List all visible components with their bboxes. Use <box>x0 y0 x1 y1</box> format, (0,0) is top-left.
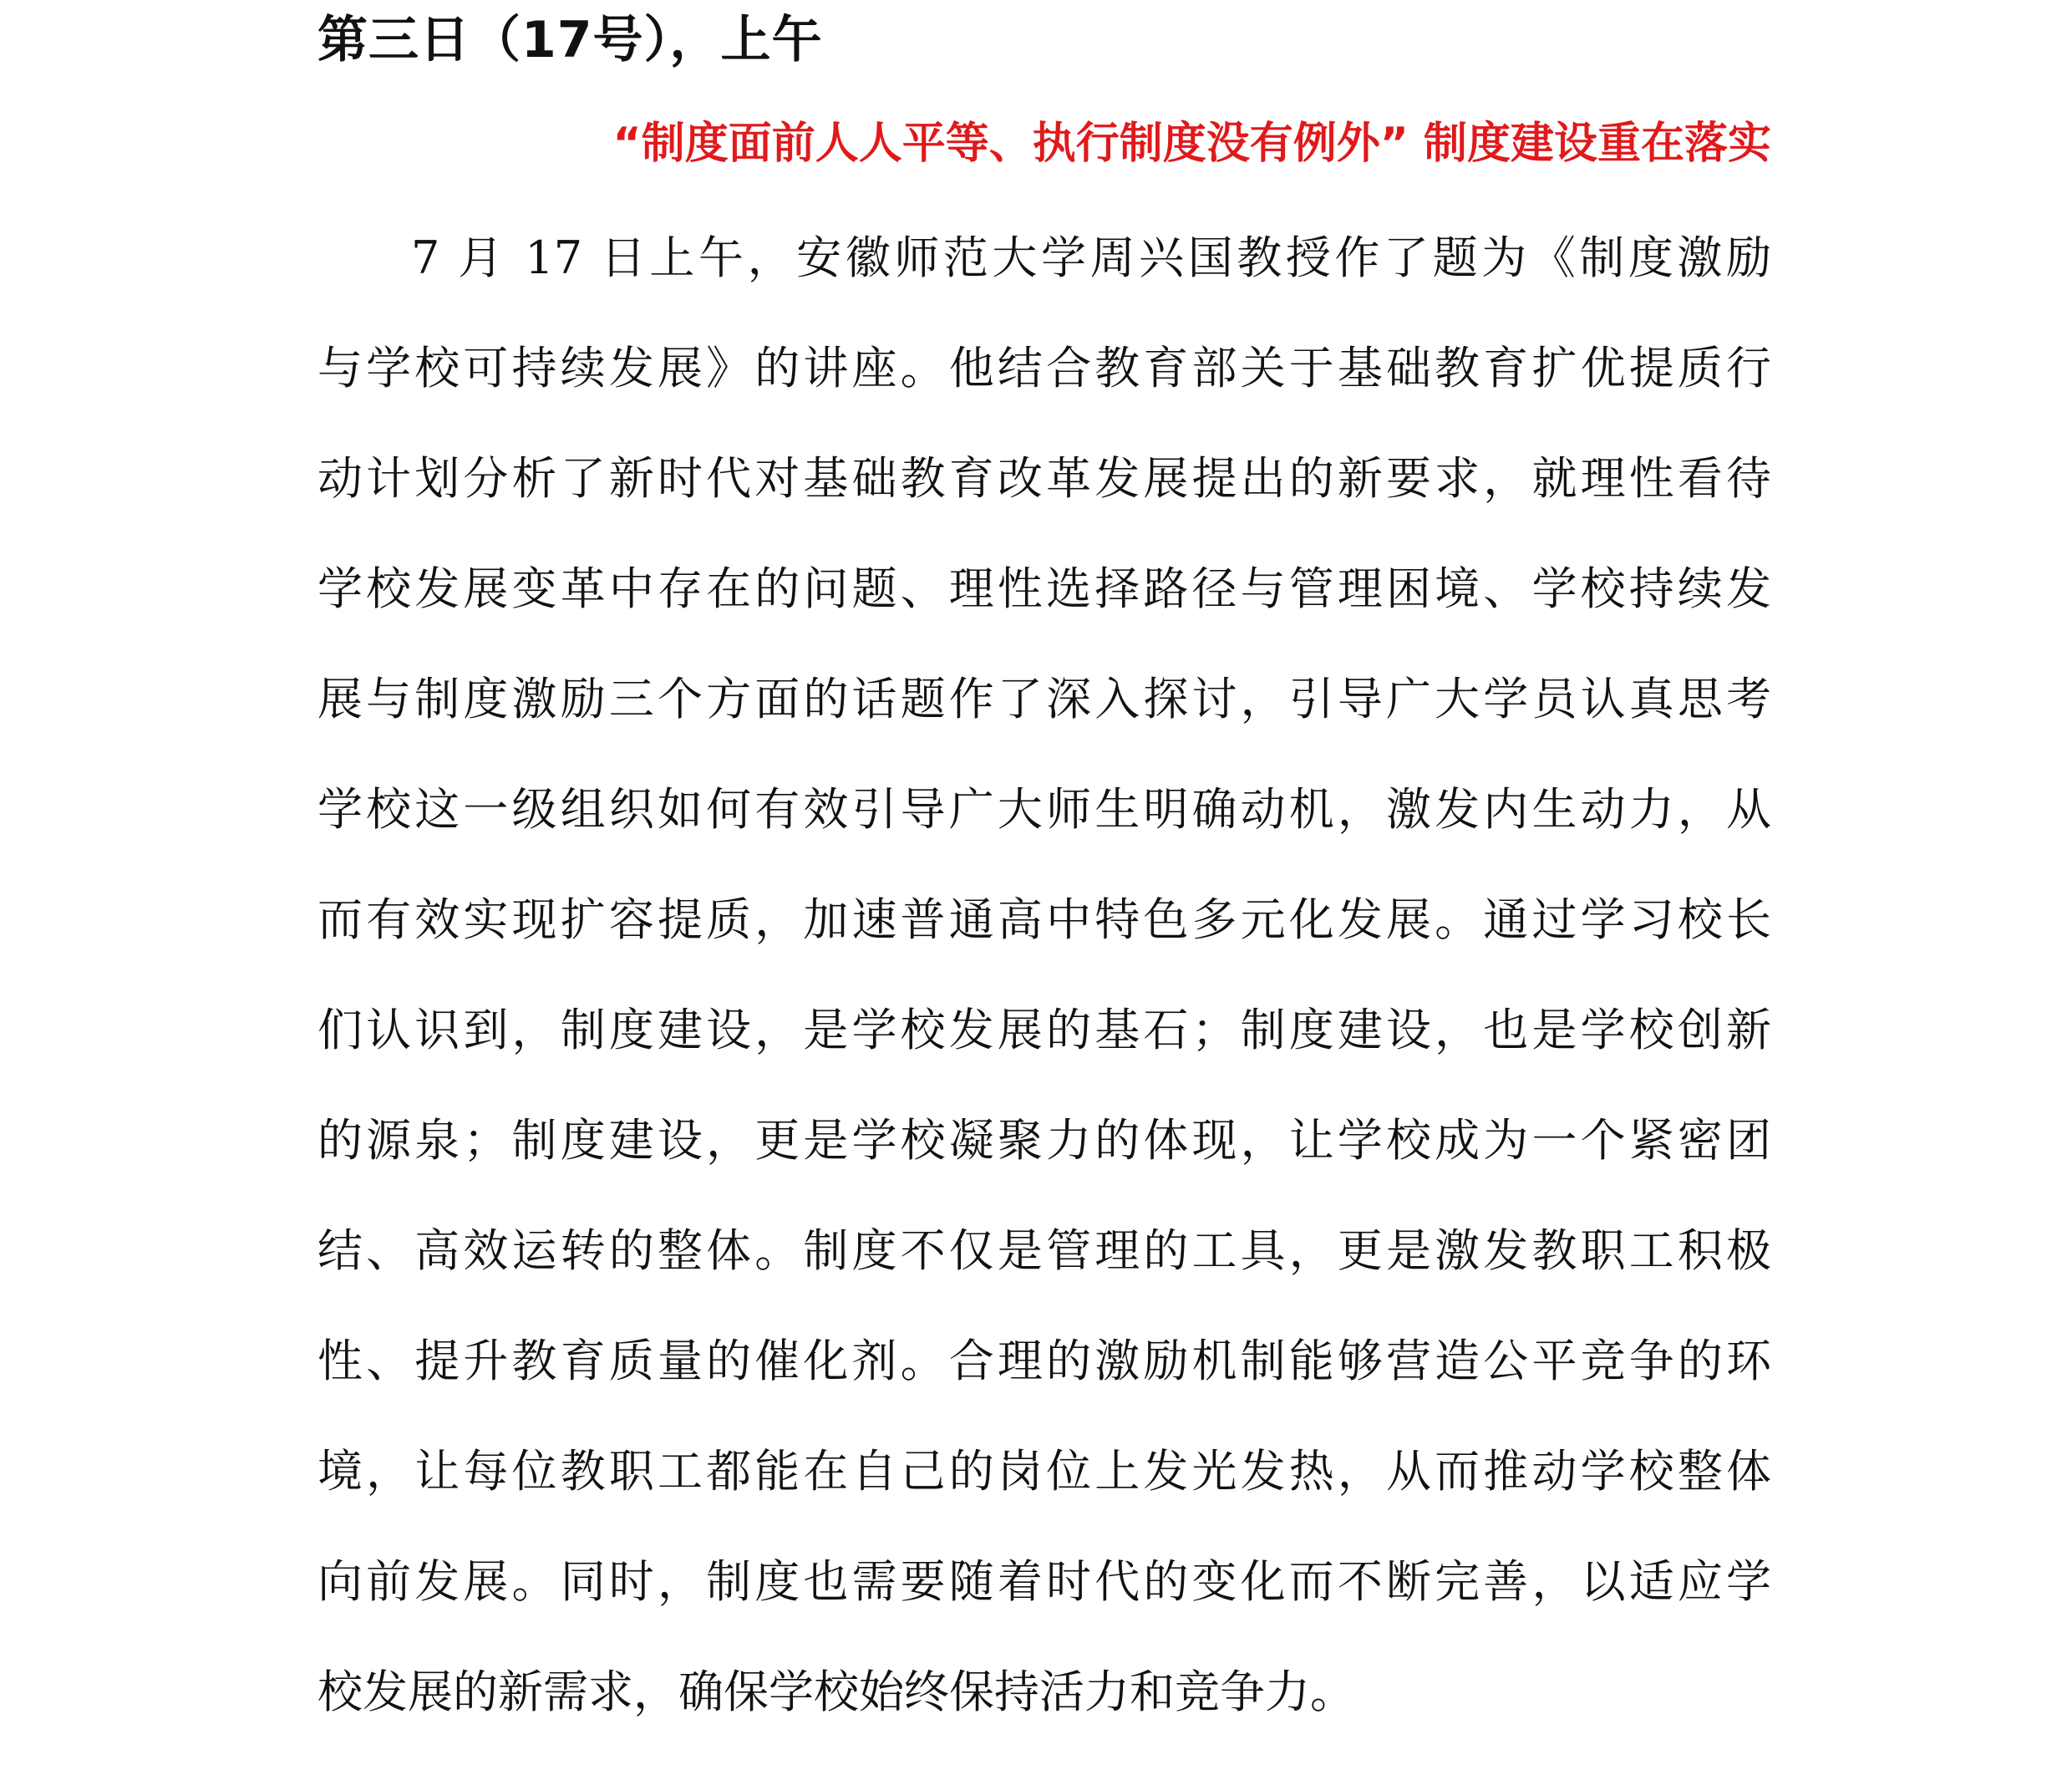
body-line: 向前发展。同时，制度也需要随着时代的变化而不断完善，以适应学 <box>317 1555 1771 1608</box>
article-subtitle: “制度面前人人平等、执行制度没有例外” 制度建设重在落实 <box>612 119 1771 169</box>
body-line: 而有效实现扩容提质，加速普通高中特色多元化发展。通过学习校长 <box>317 893 1771 946</box>
article-body <box>317 221 1771 1765</box>
document-page <box>317 0 1771 1718</box>
body-line: 性、提升教育质量的催化剂。合理的激励机制能够营造公平竞争的环 <box>317 1335 1771 1387</box>
body-line: 学校这一级组织如何有效引导广大师生明确动机，激发内生动力，从 <box>317 783 1771 836</box>
body-line: 结、高效运转的整体。制度不仅是管理的工具，更是激发教职工积极 <box>317 1224 1771 1277</box>
body-line: 们认识到，制度建设，是学校发展的基石；制度建设，也是学校创新 <box>317 1004 1771 1056</box>
body-line: 的源泉；制度建设，更是学校凝聚力的体现，让学校成为一个紧密团 <box>317 1114 1771 1167</box>
body-line: 与学校可持续发展》的讲座。他结合教育部关于基础教育扩优提质行 <box>317 342 1771 394</box>
body-line: 校发展的新需求，确保学校始终保持活力和竞争力。 <box>317 1666 1355 1718</box>
body-line: 学校发展变革中存在的问题、理性选择路径与管理困境、学校持续发 <box>317 562 1771 615</box>
body-line: 7 月 17 日上午，安徽师范大学周兴国教授作了题为《制度激励 <box>411 231 1771 284</box>
body-line: 动计划分析了新时代对基础教育改革发展提出的新要求，就理性看待 <box>317 452 1771 505</box>
body-line: 境，让每位教职工都能在自己的岗位上发光发热，从而推动学校整体 <box>317 1445 1771 1498</box>
section-heading: 第三日（17号），上午 <box>317 11 823 69</box>
body-line: 展与制度激励三个方面的话题作了深入探讨，引导广大学员认真思考 <box>317 673 1771 725</box>
